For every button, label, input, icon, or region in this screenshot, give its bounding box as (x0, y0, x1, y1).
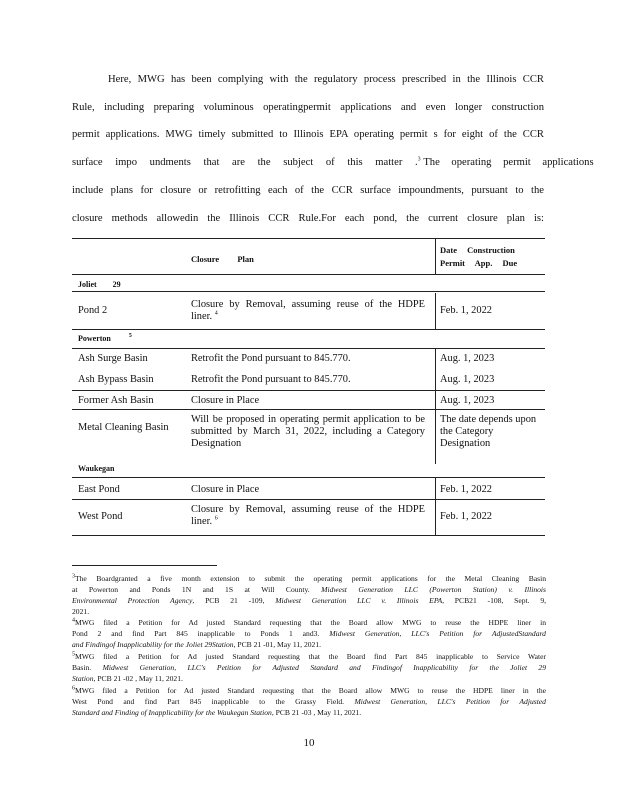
header-closure: Closure (191, 254, 220, 264)
footnote-separator (72, 565, 217, 566)
footnote-text: , PCB 21 -02 , May 11, 2021. (93, 674, 183, 683)
permit-due-date: Feb. 1, 2022 (440, 484, 492, 495)
footnote-ref: 3 (417, 156, 421, 163)
footnote-text: MWG filed a Petition for Ad justed Standard requesting that the Board allow MWG to reuse the HDPE liner in the (75, 686, 546, 695)
footnote-text: Pond 2 and find Part 845 inapplicable to Ponds 1 and3. (72, 629, 320, 638)
paragraph-text: surface impo undments that are the subject of this matter . (72, 157, 418, 168)
group-label-waukegan: Waukegan (78, 464, 115, 473)
footnote-text: MWG filed a Petition for Ad justed Standard requesting that the Board find Part 845 inapplicable to Service Water (75, 652, 546, 661)
case-citation: Station (72, 674, 94, 683)
footnote-text: 2021. (72, 607, 90, 616)
closure-plan-text: Retrofit the Pond pursuant to 845.770. (191, 353, 351, 364)
pond-name: Ash Surge Basin (78, 353, 148, 364)
plan-text: Closure by Removal, assuming reuse of the HDPE liner. (191, 504, 425, 527)
case-citation: and Findingof Inapplicability for the Joliet 29Station (72, 640, 234, 649)
footnote-text: , PCB 21 -01, May 11, 2021. (233, 640, 322, 649)
table-divider (435, 238, 436, 274)
header-date-line: Date Construction (440, 245, 515, 255)
closure-plan-text (191, 299, 425, 323)
footnote-5 (72, 651, 546, 684)
group-name: Powerton (78, 334, 111, 343)
paragraph-text: The operating permit applications (423, 157, 594, 168)
permit-due-date: Feb. 1, 2022 (440, 305, 492, 316)
footnote-mark: 5 (72, 651, 75, 658)
pond-name: West Pond (78, 511, 123, 522)
paragraph-line: permit applications. MWG timely submitted to Illinois EPA operating permit s for eight of the CCR (72, 129, 544, 140)
footnote-mark: 4 (72, 617, 75, 624)
case-citation: Midwest Generation, LLC's Petition for Adjusted (354, 697, 546, 706)
group-label-powerton (78, 334, 132, 343)
pond-name: Metal Cleaning Basin (78, 422, 169, 433)
footnote-mark: 6 (72, 685, 75, 692)
footnote-text: The Boardgranted a five month extension to submit the operating permit applications for the Metal Cleaning Basin (75, 574, 546, 583)
table-rule (72, 477, 545, 478)
table-rule (72, 390, 545, 391)
group-name: Joliet (78, 280, 97, 289)
table-rule (72, 535, 545, 536)
table-rule (72, 409, 545, 410)
table-rule (72, 329, 545, 330)
paragraph-line: closure methods allowedin the Illinois CCR Rule.For each pond, the current closure plan is: (72, 213, 544, 224)
case-citation: Midwest Generation LLC (Powerton Station) v. Illinois (321, 585, 546, 594)
header-date-line: Permit App. Due (440, 258, 518, 268)
case-citation: Midwest Generation, LLC's Petition for Adjusted Standard and Findingof Inapplicability for the Joliet 29 (102, 663, 546, 672)
table-rule (72, 348, 545, 349)
footnote-mark: 3 (72, 573, 75, 580)
page-number: 10 (303, 737, 315, 749)
footnote-ref: 4 (214, 310, 218, 317)
pond-name: East Pond (78, 484, 120, 495)
paragraph-line: Rule, including preparing voluminous operatingpermit applications and even longer construction (72, 102, 544, 113)
table-divider (435, 477, 436, 535)
table-rule (72, 274, 545, 275)
table-divider (435, 293, 436, 329)
paragraph-line (72, 156, 594, 168)
permit-due-date: Aug. 1, 2023 (440, 374, 495, 385)
closure-plan-text: Retrofit the Pond pursuant to 845.770. (191, 374, 351, 385)
case-citation: Environmental Protection Agency (72, 596, 193, 605)
footnote-4 (72, 617, 546, 650)
pond-name: Former Ash Basin (78, 395, 154, 406)
footnote-text: , PCB 21 -109, (192, 596, 265, 605)
pond-name: Pond 2 (78, 305, 108, 316)
footnote-text: at Powerton and Ponds 1N and 1S at Will County. (72, 585, 310, 594)
footnote-3 (72, 573, 546, 617)
pond-name: Ash Bypass Basin (78, 374, 154, 385)
permit-due-date: The date depends upon the Category Designation (440, 414, 537, 449)
footnote-ref: 6 (214, 515, 218, 522)
group-label-joliet (78, 280, 121, 289)
case-citation: Midwest Generation LLC v. Illinois EPA (275, 596, 443, 605)
footnote-text: MWG filed a Petition for Ad justed Standard requesting that the Board allow MWG to reuse the HDPE liner in (75, 618, 546, 627)
table-header-plan (191, 253, 425, 265)
paragraph-line: include plans for closure or retrofitting each of the CCR surface impoundments, pursuant to the (72, 185, 544, 196)
closure-plan-text: Closure in Place (191, 395, 260, 406)
table-divider (435, 390, 436, 464)
case-citation: Midwest Generation, LLC's Petition for AdjustedStandard (329, 629, 546, 638)
table-rule (72, 291, 545, 292)
closure-plan-text: Will be proposed in operating permit application to be submitted by March 31, 2022, including a Category Designation (191, 414, 425, 449)
closure-plan-text: Closure in Place (191, 484, 260, 495)
header-plan: Plan (237, 254, 254, 264)
permit-due-date: Aug. 1, 2023 (440, 353, 495, 364)
footnote-6 (72, 685, 546, 718)
permit-due-date: Aug. 1, 2023 (440, 395, 495, 406)
table-header-date (440, 244, 545, 270)
plan-text: Closure by Removal, assuming reuse of the HDPE liner. (191, 299, 425, 322)
footnote-text: , PCB21 -108, Sept. 9, (442, 596, 547, 605)
footnote-text: Basin. (72, 663, 92, 672)
table-rule (72, 499, 545, 500)
closure-plan-text (191, 504, 425, 528)
permit-due-date: Feb. 1, 2022 (440, 511, 492, 522)
paragraph-line: Here, MWG has been complying with the regulatory process prescribed in the Illinois CCR (108, 74, 544, 85)
footnote-text: , PCB 21 -03 , May 11, 2021. (271, 708, 362, 717)
case-citation: Standard and Finding of Inapplicability for the Waukegan Station (72, 708, 272, 717)
table-divider (435, 348, 436, 390)
footnote-text: West Pond and find Part 845 inapplicable to the Grassy Field. (72, 697, 345, 706)
table-rule (72, 238, 545, 239)
group-note: 5 (128, 333, 132, 340)
group-note: 29 (112, 280, 121, 289)
